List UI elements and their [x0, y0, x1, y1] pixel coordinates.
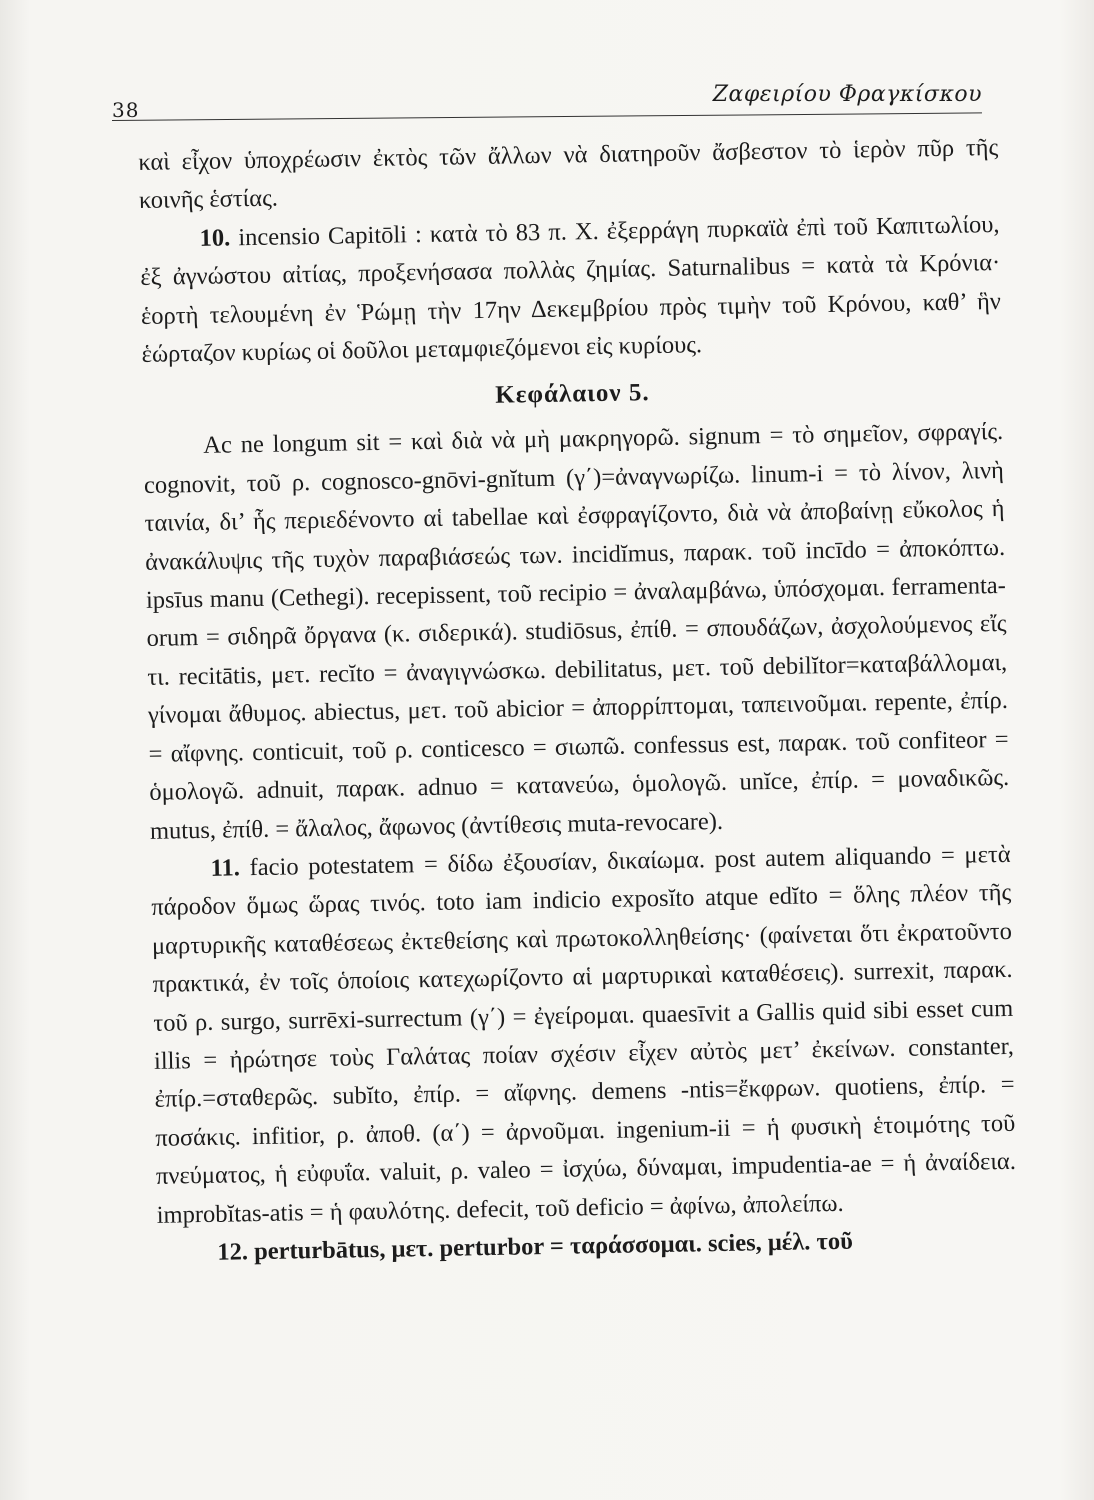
running-head-author: Ζαφειρίου Φραγκίσκου [712, 82, 982, 107]
section-number: 10. [199, 224, 231, 252]
paragraph-text: incensio Capitōli : κατὰ τὸ 83 π. Χ. ἐξερράγη πυρκαϊὰ ἐπὶ τοῦ Καπιτωλίου, ἐξ ἀγνώστου αἰτίας, προξενήσασα πολλὰς ζημίας. Saturnalibus = κατὰ τὰ Κρόνια· ἑορτὴ τελουμένη ἐν Ῥώμῃ τὴν 17ην Δεκεμβρίου πρὸς τιμὴν τοῦ Κρόνου, καθ’ ἣν ἑώρταζον κυρίως οἱ δοῦλοι μεταμφιεζόμενοι εἰς κυρίους. [140, 210, 1002, 368]
chapter-title: Κεφάλαιον 5. [495, 379, 650, 410]
running-head [112, 72, 982, 122]
paragraph-text: Ac ne longum sit = καὶ διὰ νὰ μὴ μακρηγορῶ. signum = τὸ σημεῖον, σφραγίς. cognovit, τοῦ ρ. cognosco-gnōvi-gnĭtum (γ΄)=ἀναγνωρίζω. linum-i = τὸ λίνον, λινὴ ταινία, δι’ ἧς περιεδένοντο αἱ tabellae καὶ ἐσφραγίζοντο, διὰ νὰ ἀποβαίνῃ εὔκολος ἡ ἀνακάλυψις τῆς τυχὸν παραβιάσεώς των. incidĭmus, παρακ. τοῦ incīdo = ἀποκόπτω. ipsīus manu (Cethegi). recepissent, τοῦ recipio = ἀναλαμβάνω, ὑπόσχομαι. ferramenta-orum = σιδηρᾶ ὄργανα (κ. σιδερικά). studiōsus, ἐπίθ. = σπουδάζων, ἀσχολούμενος εἴς τι. recitātis, μετ. recĭto = ἀναγιγνώσκω. debilitatus, μετ. τοῦ debilĭtor=καταβάλλομαι, γίνομαι ἄθυμος. abiectus, μετ. τοῦ abicior = ἀπορρίπτομαι, ταπεινοῦμαι. repente, ἐπίρ. = αἴφνης. conticuit, τοῦ ρ. conticesco = σιωπῶ. confessus est, παρακ. τοῦ confiteor = ὁμολογῶ. adnuit, παρακ. adnuo = κατανεύω, ὁμολογῶ. unĭce, ἐπίρ. = μοναδικῶς. mutus, ἐπίθ. = ἄλαλος, ἄφωνος (ἀντίθεσις muta-revocare). [143, 418, 1010, 845]
paragraph [150, 836, 1017, 1235]
body-text [138, 129, 1018, 1273]
section-number: 11. [210, 854, 241, 882]
section-number: 12. [217, 1238, 249, 1266]
paragraph-text: καὶ εἶχον ὑποχρέωσιν ἐκτὸς τῶν ἄλλων νὰ διατηροῦν ἄσβεστον τὸ ἱερὸν πῦρ τῆς κοινῆς ἑστίας. [138, 133, 999, 215]
paragraph [138, 129, 999, 221]
paragraph-text: perturbātus, μετ. perturbor = ταράσσομαι. scies, μέλ. τοῦ [253, 1227, 854, 1266]
paragraph [143, 413, 1010, 850]
paragraph [139, 206, 1002, 375]
page-number: 38 [112, 98, 140, 122]
paragraph-text: facio potestatem = δίδω ἐξουσίαν, δικαίωμα. post autem aliquando = μετὰ πάροδον ὅμως ὥρας τινός. toto iam indicio exposĭto atque edĭto = ὅλης πλέον τῆς μαρτυρικῆς καταθέσεως ἐκτεθείσης καὶ πρωτοκολληθείσης· (φαίνεται ὅτι ἐκρατοῦντο πρακτικά, ἐν τοῖς ὁποίοις κατεχωρίζοντο αἱ μαρτυρικαὶ καταθέσεις). surrexit, παρακ. τοῦ ρ. surgo, surrēxi-surrectum (γ΄) = ἐγείρομαι. quaesīvit a Gallis quid sibi esset cum illis = ἠρώτησε τοὺς Γαλάτας ποίαν σχέσιν εἶχεν αὐτὸς μετ’ ἐκείνων. constanter, ἐπίρ.=σταθερῶς. subĭto, ἐπίρ. = αἴφνης. demens -ntis=ἔκφρων. quotiens, ἐπίρ. = ποσάκις. infitior, ρ. ἀποθ. (α΄) = ἀρνοῦμαι. ingenium-ii = ἡ φυσικὴ ἑτοιμότης τοῦ πνεύματος, ἡ εὐφυΐα. valuit, ρ. valeo = ἰσχύω, δύναμαι, impudentia-ae = ἡ ἀναίδεια. improbĭtas-atis = ἡ φαυλότης. defecit, τοῦ deficio = ἀφίνω, ἀπολείπω. [151, 840, 1017, 1229]
